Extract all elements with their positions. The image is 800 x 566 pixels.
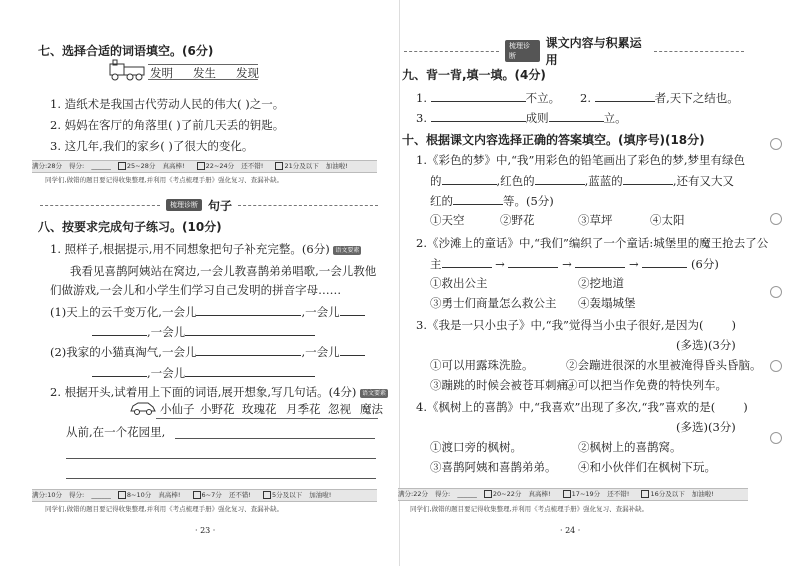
q8-p1-line-2: ,一会儿 — [92, 324, 315, 339]
section-title: 课文内容与积累运用 — [545, 36, 642, 67]
q7-note: 同学们,做错的题目要记得收集整理,并利用《考点梳理手册》强化复习、查漏补缺。 — [45, 176, 284, 184]
q8-word-5: 忽视 — [328, 402, 351, 416]
binding-hole-icon — [770, 213, 782, 225]
page-binding-gutter — [399, 0, 400, 566]
page-number-left: · 23 · — [195, 526, 216, 535]
q10-s1-line-1: 1.《彩色的梦》中,“我”用彩色的铅笔画出了彩色的梦,梦里有绿色 — [416, 153, 746, 167]
binding-hole-icon — [770, 360, 782, 372]
q8-word-3: 玫瑰花 — [242, 402, 277, 416]
q10-s1-opt-2: ②野花 — [500, 213, 535, 227]
q8-example-line-1: 我看见喜鹊阿姨站在窝边,一会儿教喜鹊弟弟唱歌,一会儿教他 — [70, 264, 377, 278]
q10-s2-line-1: 2.《沙滩上的童话》中,“我们”编织了一个童话:城堡里的魔王抢去了公 — [416, 236, 769, 250]
section-tag: 梳理诊断 — [166, 199, 202, 211]
q9-item-1: 1. 不立。 — [416, 91, 561, 105]
q7-item-2: 2. 妈妈在客厅的角落里( )了前几天丢的钥匙。 — [50, 118, 285, 132]
writing-line — [175, 438, 375, 439]
section-rule — [654, 51, 744, 52]
q9-item-3: 3. 成则 立。 — [416, 111, 627, 125]
q7-word-1: 发明 — [150, 66, 173, 80]
q10-s3-opt-3: ③蹦跳的时候会被苍耳刺痛。 — [430, 378, 580, 392]
q10-s1-opt-3: ③草坪 — [578, 213, 613, 227]
writing-line — [66, 458, 376, 459]
section-rule — [40, 205, 160, 206]
binding-hole-icon — [770, 138, 782, 150]
q8-note: 同学们,做错的题目要记得收集整理,并利用《考点梳理手册》强化复习、查漏补缺。 — [45, 505, 284, 513]
q10-s1-line-3: 红的 等。(5分) — [430, 194, 554, 208]
q8-start: 从前,在一个花园里, — [66, 425, 166, 439]
q8-sub2: 2. 根据开头,试着用上下面的词语,展开想象,写几句话。(4分) 语文要素 — [50, 385, 387, 399]
q10-title: 十、根据课文内容选择正确的答案填空。(填序号)(18分) — [402, 133, 705, 147]
q10-s3-opt-4: ④可以把当作免费的特快列车。 — [566, 378, 727, 392]
q7-word-2: 发生 — [193, 66, 216, 80]
q9-title: 九、背一背,填一填。(4分) — [402, 68, 546, 82]
q10-s1-opt-4: ④太阳 — [650, 213, 685, 227]
word-rail — [156, 418, 378, 419]
q10-s4-line-2: (多选)(3分) — [676, 420, 736, 434]
q10-s3-line-2: (多选)(3分) — [676, 338, 736, 352]
q10-s2-opt-4: ④轰塌城堡 — [578, 296, 636, 310]
binding-hole-icon — [770, 286, 782, 298]
q8-sub1: 1. 照样子,根据提示,用不同想象把句子补充完整。(6分) 语文要素 — [50, 242, 360, 256]
q8-word-1: 小仙子 — [160, 402, 195, 416]
q10-s2-opt-3: ③勇士们商量怎么救公主 — [430, 296, 557, 310]
q9-item-2: 2. 者,天下之结也。 — [580, 91, 739, 105]
q8-title: 八、按要求完成句子练习。(10分) — [38, 220, 222, 234]
q10-s4-opt-2: ②枫树上的喜鹊窝。 — [578, 440, 682, 454]
q10-s3-opt-1: ①可以用露珠洗脸。 — [430, 358, 534, 372]
q10-s3-line-1: 3.《我是一只小虫子》中,“我”觉得当小虫子很好,是因为( ) — [416, 318, 737, 332]
section-rule — [238, 205, 378, 206]
q8-example-line-2: 们做游戏,一会儿和小学生们学习自己发明的拼音字母…… — [50, 283, 342, 297]
train-icon — [108, 58, 148, 82]
page-number-right: · 24 · — [560, 526, 581, 535]
q8-word-4: 月季花 — [286, 402, 321, 416]
q10-s2-line-2: 主 → → → (6分) — [430, 257, 719, 271]
q10-s2-opt-2: ②挖地道 — [578, 276, 624, 290]
section-header-text — [404, 36, 744, 67]
binding-hole-icon — [770, 432, 782, 444]
q10-s1-opt-1: ①天空 — [430, 213, 465, 227]
q7-item-1: 1. 造纸术是我国古代劳动人民的伟大( )之一。 — [50, 97, 285, 111]
q10-s2-opt-1: ①救出公主 — [430, 276, 488, 290]
q8-word-2: 小野花 — [200, 402, 235, 416]
q8-p2-line-2: ,一会儿 — [92, 365, 315, 380]
q8-p1-line-1: (1)天上的云千变万化,一会儿 ,一会儿 — [50, 304, 365, 319]
q8-word-6: 魔法 — [360, 402, 383, 416]
section-title: 句子 — [208, 198, 233, 213]
q7-word-3: 发现 — [236, 66, 259, 80]
q10-s4-opt-3: ③喜鹊阿姨和喜鹊弟弟。 — [430, 460, 557, 474]
q10-s3-opt-2: ②会蹦进很深的水里被淹得昏头昏脑。 — [566, 358, 762, 372]
section-header-sentence — [40, 198, 380, 212]
q7-score-bar: 满分:28分 得分: ______ 25~28分 真高棒! 22~24分 还不错! 21分及以下 加油啦! — [32, 160, 377, 173]
writing-line — [66, 478, 376, 479]
q10-s4-opt-1: ①渡口旁的枫树。 — [430, 440, 522, 454]
q7-title: 七、选择合适的词语填空。(6分) — [38, 44, 214, 58]
car-icon — [128, 400, 158, 416]
q10-s1-line-2: 的 ,红色的 ,蓝蓝的 ,还有又大又 — [430, 174, 734, 188]
q8-score-bar: 满分:10分 得分: ______ 8~10分 真高棒! 6~7分 还不错! 5分及以下 加油啦! — [32, 489, 377, 502]
q10-s4-line-1: 4.《枫树上的喜鹊》中,“我喜欢”出现了多次,“我”喜欢的是( ) — [416, 400, 748, 414]
q7-item-3: 3. 这几年,我们的家乡( )了很大的变化。 — [50, 139, 254, 153]
q10-note: 同学们,做错的题目要记得收集整理,并利用《考点梳理手册》强化复习、查漏补缺。 — [410, 505, 649, 513]
q8-p2-line-1: (2)我家的小猫真淘气,一会儿 ,一会儿 — [50, 344, 365, 359]
section-tag: 梳理诊断 — [505, 40, 540, 62]
section-rule — [404, 51, 499, 52]
q10-s4-opt-4: ④和小伙伴们在枫树下玩。 — [578, 460, 716, 474]
q10-score-bar: 满分:22分 得分: ______ 20~22分 真高棒! 17~19分 还不错! 16分及以下 加油啦! — [398, 488, 748, 501]
